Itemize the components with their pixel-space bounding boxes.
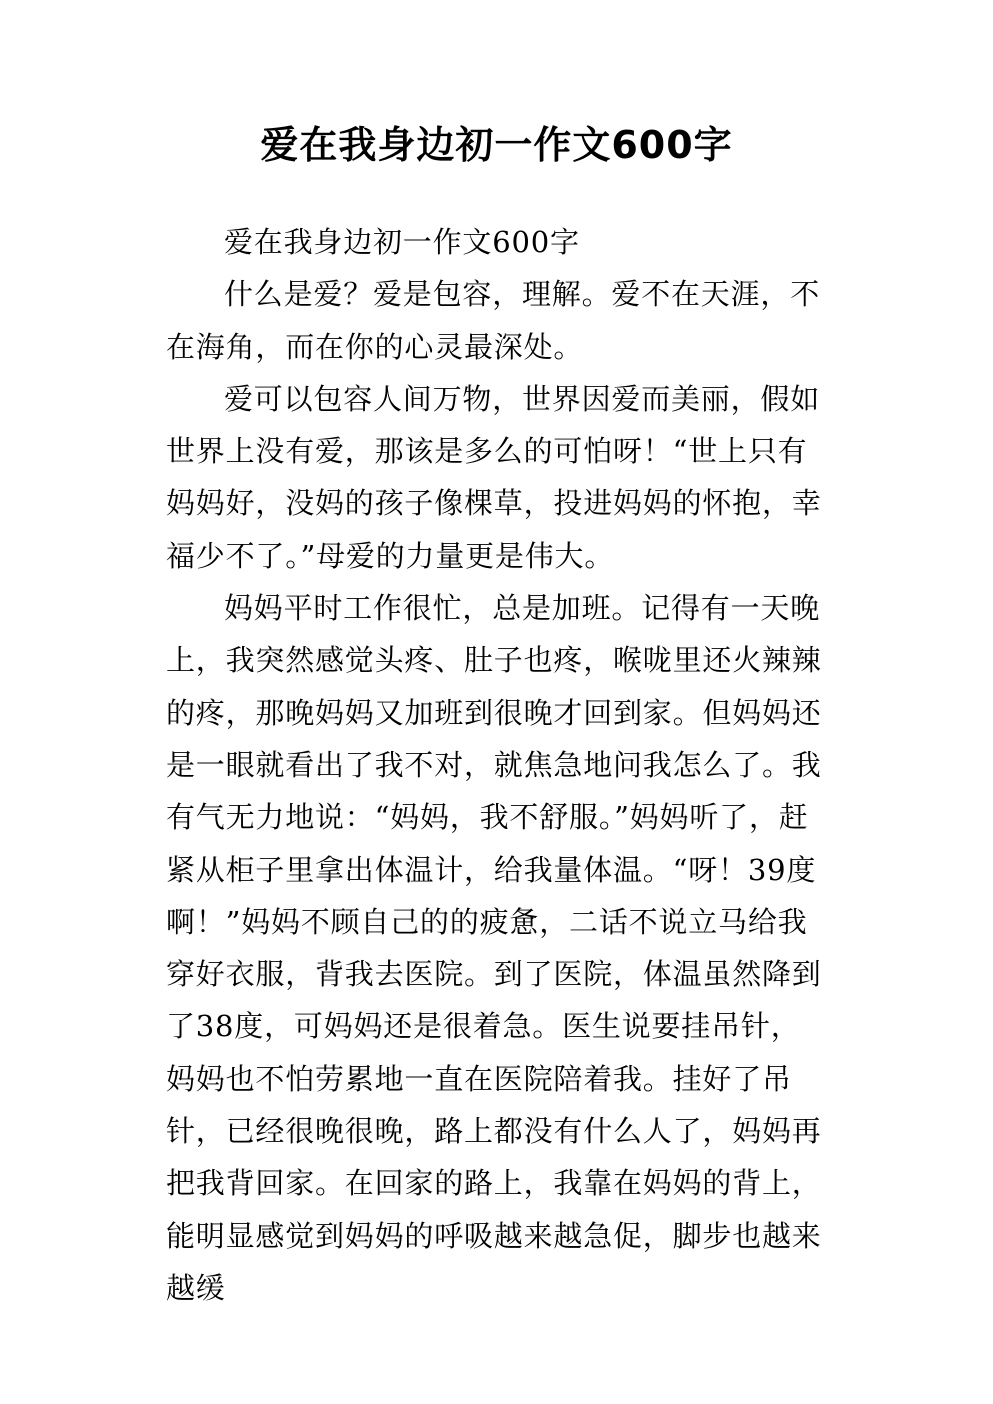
paragraph-subtitle: 爱在我身边初一作文600字 — [224, 225, 580, 259]
document-title: 爱在我身边初一作文600字 — [260, 123, 733, 167]
paragraph-mother-story: 妈妈平时工作很忙，总是加班。记得有一天晚上，我突然感觉头疼、肚子也疼，喉咙里还火辣辣的疼，那晚妈妈又加班到很晚才回到家。但妈妈还是一眼就看出了我不对，就焦急地问我怎么了。我有气无力地说：“妈妈，我不舒服。”妈妈听了，赶紧从柜子里拿出体温计，给我量体温。“呀！39度啊！”妈妈不顾自己的的疲惫，二话不说立马给我穿好衣服，背我去医院。到了医院，体温虽然降到了38度，可妈妈还是很着急。医生说要挂吊针，妈妈也不怕劳累地一直在医院陪着我。挂好了吊针，已经很晚很晚，路上都没有什么人了，妈妈再把我背回家。在回家的路上，我靠在妈妈的背上，能明显感觉到妈妈的呼吸越来越急促，脚步也越来越缓 — [166, 591, 822, 1305]
paragraph-love-embraces: 爱可以包容人间万物，世界因爱而美丽，假如世界上没有爱，那该是多么的可怕呀！“世上只有妈妈好，没妈的孩子像棵草，投进妈妈的怀抱，幸福少不了。”母爱的力量更是伟大。 — [166, 381, 822, 573]
paragraph-what-is-love: 什么是爱？爱是包容，理解。爱不在天涯，不在海角，而在你的心灵最深处。 — [166, 277, 821, 364]
document-body — [166, 216, 830, 1314]
